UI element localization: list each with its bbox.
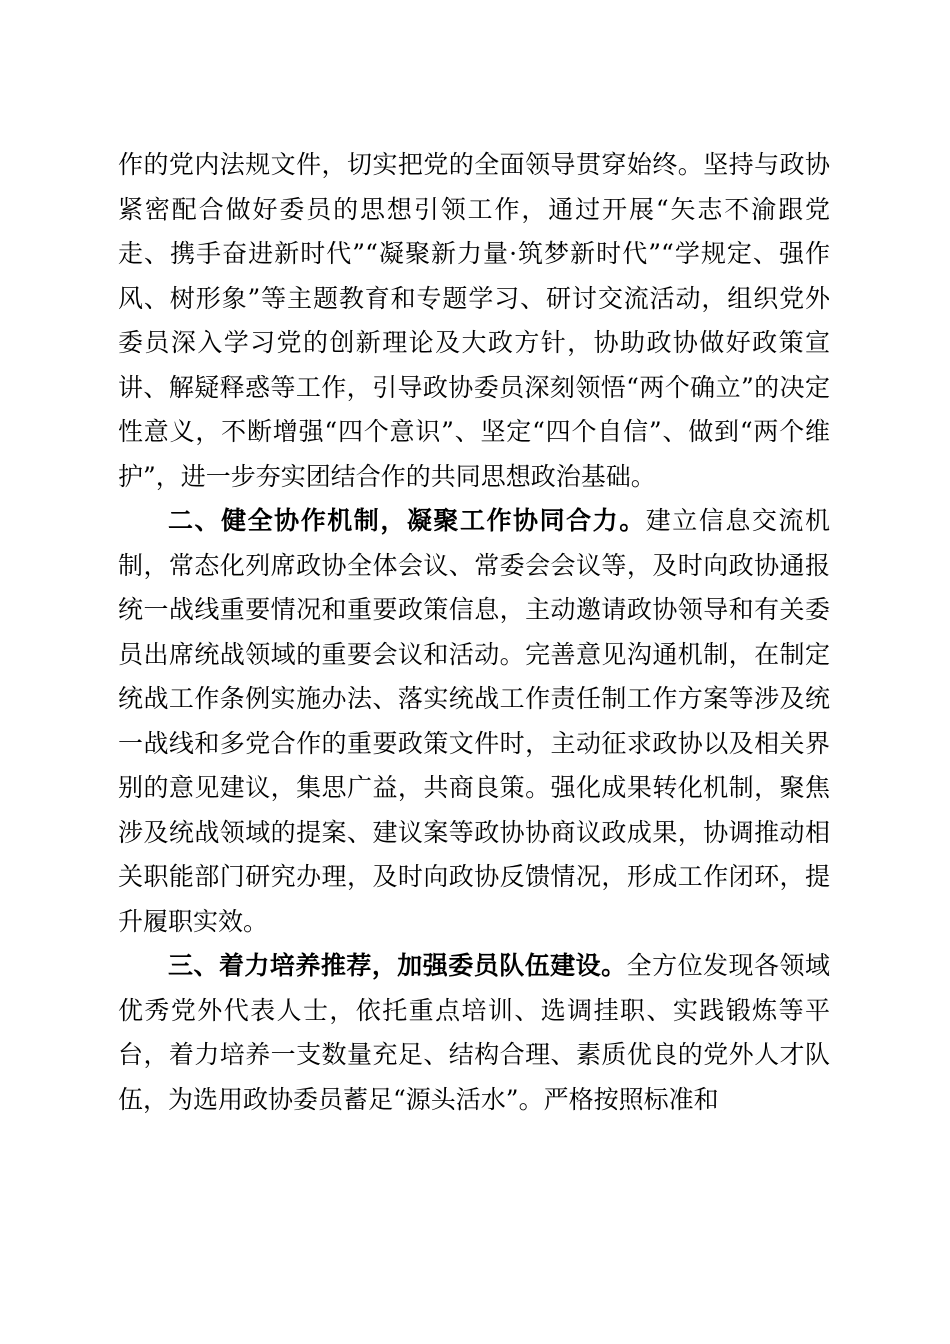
paragraph-section-3 xyxy=(118,944,830,1122)
section-heading: 二、健全协作机制，凝聚工作协同合力。 xyxy=(168,506,646,535)
section-heading: 三、着力培养推荐，加强委员队伍建设。 xyxy=(168,951,627,980)
paragraph-text: 全方位发现各领域优秀党外代表人士，依托重点培训、选调挂职、实践锻炼等平台，着力培养一支数量充足、结构合理、素质优良的党外人才队伍，为选用政协委员蓄足“源头活水”。严格按照标准和 xyxy=(118,951,830,1114)
paragraph-text: 作的党内法规文件，切实把党的全面领导贯穿始终。坚持与政协紧密配合做好委员的思想引领工作，通过开展“矢志不渝跟党走、携手奋进新时代”“凝聚新力量·筑梦新时代”“学规定、强作风、树形象”等主题教育和专题学习、研讨交流活动，组织党外委员深入学习党的创新理论及大政方针，协助政协做好政策宣讲、解疑释惑等工作，引导政协委员深刻领悟“两个确立”的决定性意义，不断增强“四个意识”、坚定“四个自信”、做到“两个维护”，进一步夯实团结合作的共同思想政治基础。 xyxy=(118,150,830,491)
paragraph-text: 建立信息交流机制，常态化列席政协全体会议、常委会会议等，及时向政协通报统一战线重要情况和重要政策信息，主动邀请政协领导和有关委员出席统战领域的重要会议和活动。完善意见沟通机制，在制定统战工作条例实施办法、落实统战工作责任制工作方案等涉及统一战线和多党合作的重要政策文件时，主动征求政协以及相关界别的意见建议，集思广益，共商良策。强化成果转化机制，聚焦涉及统战领域的提案、建议案等政协协商议政成果，协调推动相关职能部门研究办理，及时向政协反馈情况，形成工作闭环，提升履职实效。 xyxy=(118,506,830,936)
document-body xyxy=(118,143,830,1122)
paragraph-section-2 xyxy=(118,499,830,944)
paragraph-continuation xyxy=(118,143,830,499)
